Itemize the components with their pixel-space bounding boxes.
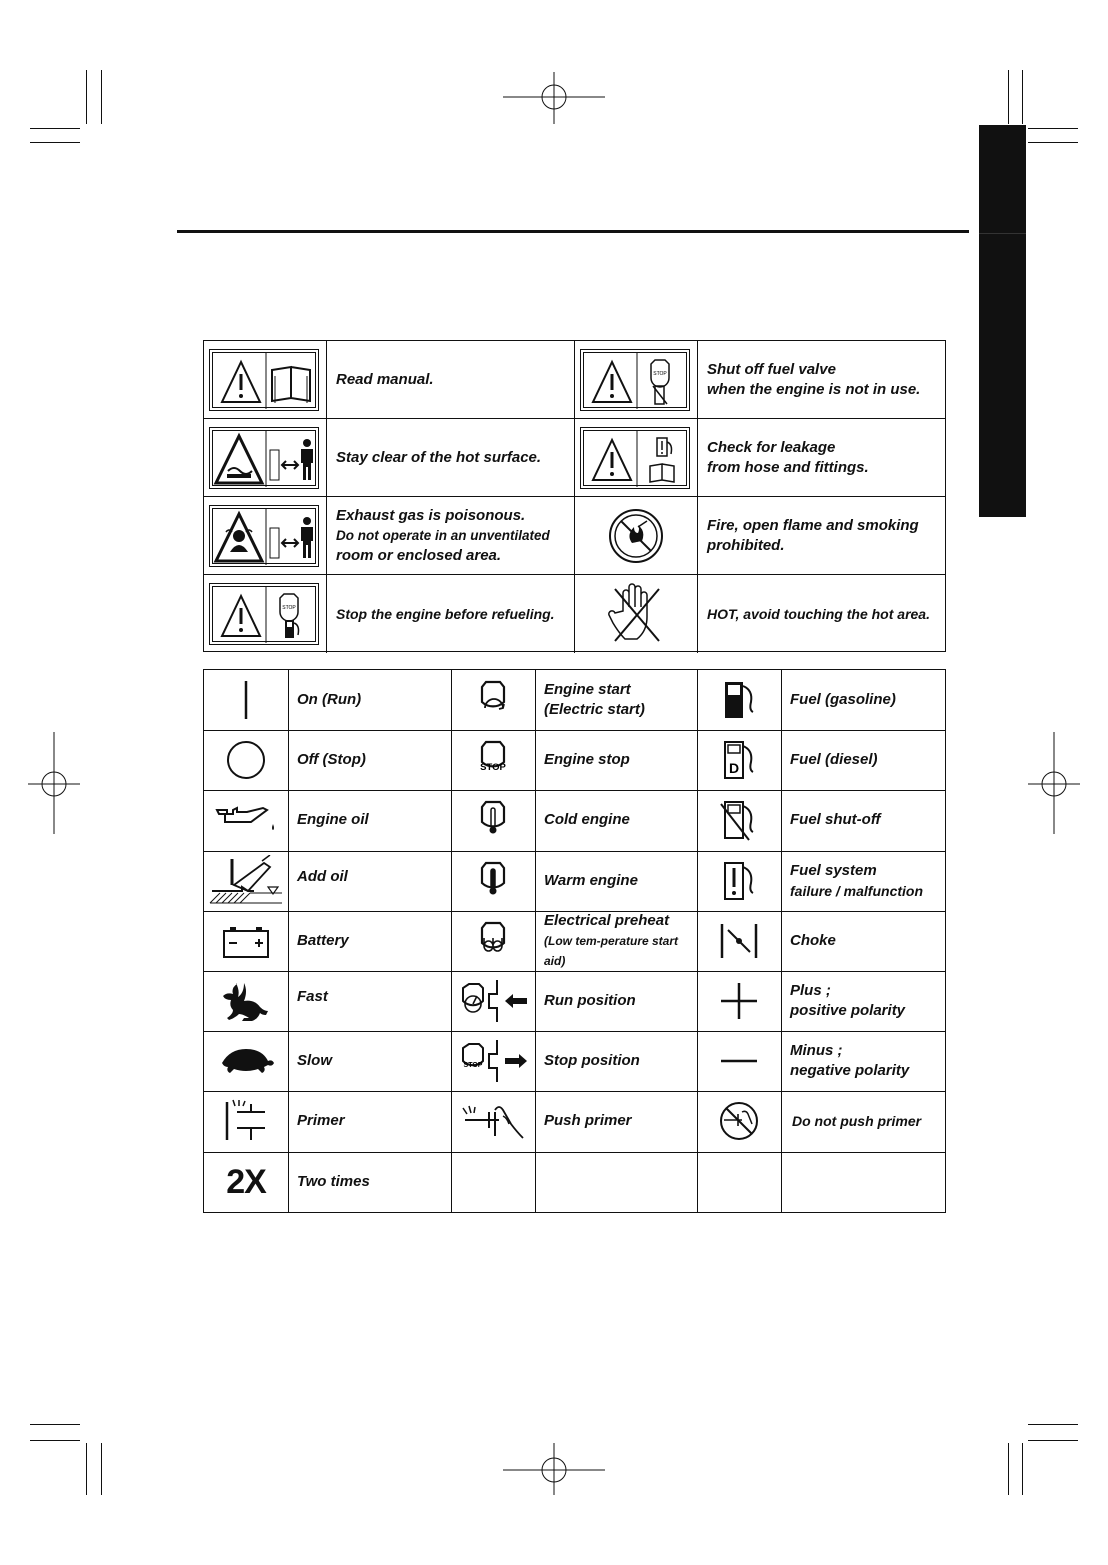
fuel-gasoline-icon [719, 678, 759, 722]
crop-mark [30, 128, 80, 129]
warning-icon-cell [575, 419, 698, 496]
symbol-icon-cell [451, 911, 535, 971]
minus-icon [717, 1039, 761, 1083]
on-run-icon [226, 679, 266, 721]
symbol-label: Do not push primer [792, 1113, 922, 1129]
choke-icon [717, 921, 761, 961]
symbol-icon-cell [451, 971, 535, 1031]
symbol-label: Slow [297, 1052, 333, 1069]
table-row [204, 497, 945, 575]
warning-shutoff-fuel-icon [580, 349, 690, 411]
empty-cell [781, 1152, 946, 1212]
crop-mark [1028, 1440, 1078, 1441]
warning-text-cell [698, 497, 946, 574]
symbol-icon-cell [451, 670, 535, 730]
registration-mark-icon [503, 72, 605, 124]
add-oil-icon [208, 855, 284, 907]
empty-cell [697, 1152, 781, 1212]
warning-icon-cell [575, 341, 698, 418]
fuel-system-failure-icon [719, 859, 759, 903]
warning-text: Read manual. [336, 370, 434, 388]
crop-mark [30, 1424, 80, 1425]
symbol-label: Off (Stop) [297, 751, 366, 768]
symbol-icon-cell [451, 1091, 535, 1151]
symbol-icon-cell [451, 851, 535, 911]
warning-hot-surface-icon [209, 427, 319, 489]
warning-icon-cell [575, 497, 698, 574]
warning-icon-cell [204, 419, 327, 496]
symbol-label: Engine oil [297, 811, 369, 828]
symbol-icon-cell [697, 790, 781, 850]
warning-icon-cell [204, 341, 327, 418]
symbol-label: Engine start (Electric start) [544, 681, 645, 718]
engine-oil-icon [213, 802, 279, 838]
table-row [204, 419, 945, 497]
crop-mark [101, 1443, 102, 1495]
symbol-label: Run position [544, 992, 636, 1009]
fuel-shutoff-icon [719, 798, 759, 842]
electrical-preheat-icon [473, 919, 513, 963]
table-row [204, 341, 945, 419]
symbol-icon-cell [204, 1031, 288, 1091]
symbol-icon-cell [697, 1091, 781, 1151]
symbol-label: Two times [297, 1173, 370, 1190]
table-row [204, 575, 945, 653]
crop-mark [1022, 1443, 1023, 1495]
warning-text: Fire, open flame and smoking prohibited. [707, 516, 919, 554]
symbol-icon-cell [204, 971, 288, 1031]
symbol-icon-cell [697, 971, 781, 1031]
svg-text:STOP: STOP [480, 762, 506, 773]
registration-mark-icon [1028, 732, 1080, 834]
crop-mark [1028, 1424, 1078, 1425]
symbol-icon-cell [204, 851, 288, 911]
symbol-icon-cell [204, 1152, 288, 1212]
symbol-icon-cell [697, 911, 781, 971]
symbol-label: Fuel (gasoline) [790, 691, 896, 708]
symbol-label: Fuel (diesel) [790, 751, 878, 768]
warning-text: Stay clear of the hot surface. [336, 448, 542, 466]
no-fire-icon [575, 497, 698, 575]
plus-icon [717, 979, 761, 1023]
header-rule [177, 230, 969, 233]
symbol-icon-cell [204, 1091, 288, 1151]
cold-engine-icon [473, 798, 513, 842]
warning-text: HOT, avoid touching the hot area. [707, 606, 930, 622]
warning-text-cell [698, 575, 946, 653]
engine-stop-icon [473, 738, 513, 782]
do-not-push-primer-icon [716, 1098, 762, 1144]
crop-mark [30, 1440, 80, 1441]
warning-icon-cell [204, 575, 327, 653]
warning-text-cell [698, 341, 946, 418]
warning-text: Check for leakage from hose and fittings. [707, 438, 869, 476]
run-position-icon [455, 978, 531, 1024]
crop-mark [1022, 70, 1023, 124]
push-primer-icon [459, 1098, 527, 1144]
symbol-label: Primer [297, 1112, 345, 1129]
registration-mark-icon [503, 1443, 605, 1495]
symbol-icon-cell [697, 670, 781, 730]
symbol-label: Battery [297, 932, 349, 949]
symbol-icon-cell [697, 1031, 781, 1091]
symbol-label: Plus ; positive polarity [790, 982, 906, 1019]
empty-cell [451, 1152, 535, 1212]
symbol-icon-cell [204, 911, 288, 971]
slow-turtle-icon [216, 1043, 276, 1079]
warning-read-manual-icon [209, 349, 319, 411]
warning-leakage-icon [580, 427, 690, 489]
warning-exhaust-icon [209, 505, 319, 567]
symbol-icon-cell [451, 730, 535, 790]
off-stop-icon [224, 738, 268, 782]
symbol-label: Engine stop [544, 751, 630, 768]
warm-engine-icon [473, 859, 513, 903]
crop-mark [101, 70, 102, 124]
symbol-label: Warm engine [544, 872, 638, 889]
svg-text:D: D [728, 760, 740, 776]
section-side-tab [979, 125, 1026, 517]
symbol-label: Stop position [544, 1052, 640, 1069]
crop-mark [86, 70, 87, 124]
symbol-icon-cell [204, 730, 288, 790]
fast-rabbit-icon [220, 979, 272, 1023]
engine-start-icon [473, 678, 513, 722]
symbol-icon-cell [204, 790, 288, 850]
warning-icon-cell [575, 575, 698, 653]
stop-position-icon [455, 1038, 531, 1084]
crop-mark [86, 1443, 87, 1495]
symbol-label: Minus ; negative polarity [790, 1042, 910, 1079]
symbol-icon-cell [697, 851, 781, 911]
empty-cell [535, 1152, 697, 1212]
warning-text-cell [327, 341, 575, 418]
symbol-label: Add oil [297, 868, 348, 885]
warning-text-cell [327, 575, 575, 653]
symbol-label: Cold engine [544, 811, 630, 828]
fuel-diesel-icon [719, 738, 759, 782]
symbol-icon-cell [451, 790, 535, 850]
symbol-icon-cell [204, 670, 288, 730]
battery-icon [220, 923, 272, 959]
warning-icon-cell [204, 497, 327, 574]
crop-mark [30, 142, 80, 143]
primer-icon [221, 1098, 271, 1144]
symbol-label: On (Run) [297, 691, 362, 708]
symbol-icon-cell [451, 1031, 535, 1091]
no-touch-glove-icon [575, 575, 698, 653]
warning-text-cell [327, 497, 575, 574]
svg-text:STOP: STOP [653, 371, 667, 377]
warning-text: Exhaust gas is poisonous. Do not operate in an unventilated room or enclosed area. [336, 506, 550, 564]
crop-mark [1028, 128, 1078, 129]
symbol-label: Fuel shut-off [790, 811, 881, 828]
symbol-label: Fast [297, 988, 328, 1005]
crop-mark [1008, 70, 1009, 124]
warning-stop-refuel-icon [209, 583, 319, 645]
symbol-icon-cell [697, 730, 781, 790]
symbol-label: Electrical preheat (Low tem-perature start aid) [544, 912, 679, 968]
two-times-icon: 2X [226, 1162, 266, 1201]
crop-mark [1008, 1443, 1009, 1495]
warning-text: Shut off fuel valve when the engine is not in use. [707, 360, 921, 398]
svg-text:STOP: STOP [282, 605, 296, 611]
crop-mark [1028, 142, 1078, 143]
symbol-label: Fuel system failure / malfunction [790, 861, 924, 899]
warning-text-cell [698, 419, 946, 496]
warning-text: Stop the engine before refueling. [336, 606, 555, 622]
symbols-table [203, 669, 946, 1213]
warning-labels-table [203, 340, 946, 652]
registration-mark-icon [28, 732, 80, 834]
warning-text-cell [327, 419, 575, 496]
symbol-label: Choke [790, 932, 836, 949]
symbol-label: Push primer [544, 1112, 632, 1129]
svg-text:STOP: STOP [463, 1062, 483, 1069]
